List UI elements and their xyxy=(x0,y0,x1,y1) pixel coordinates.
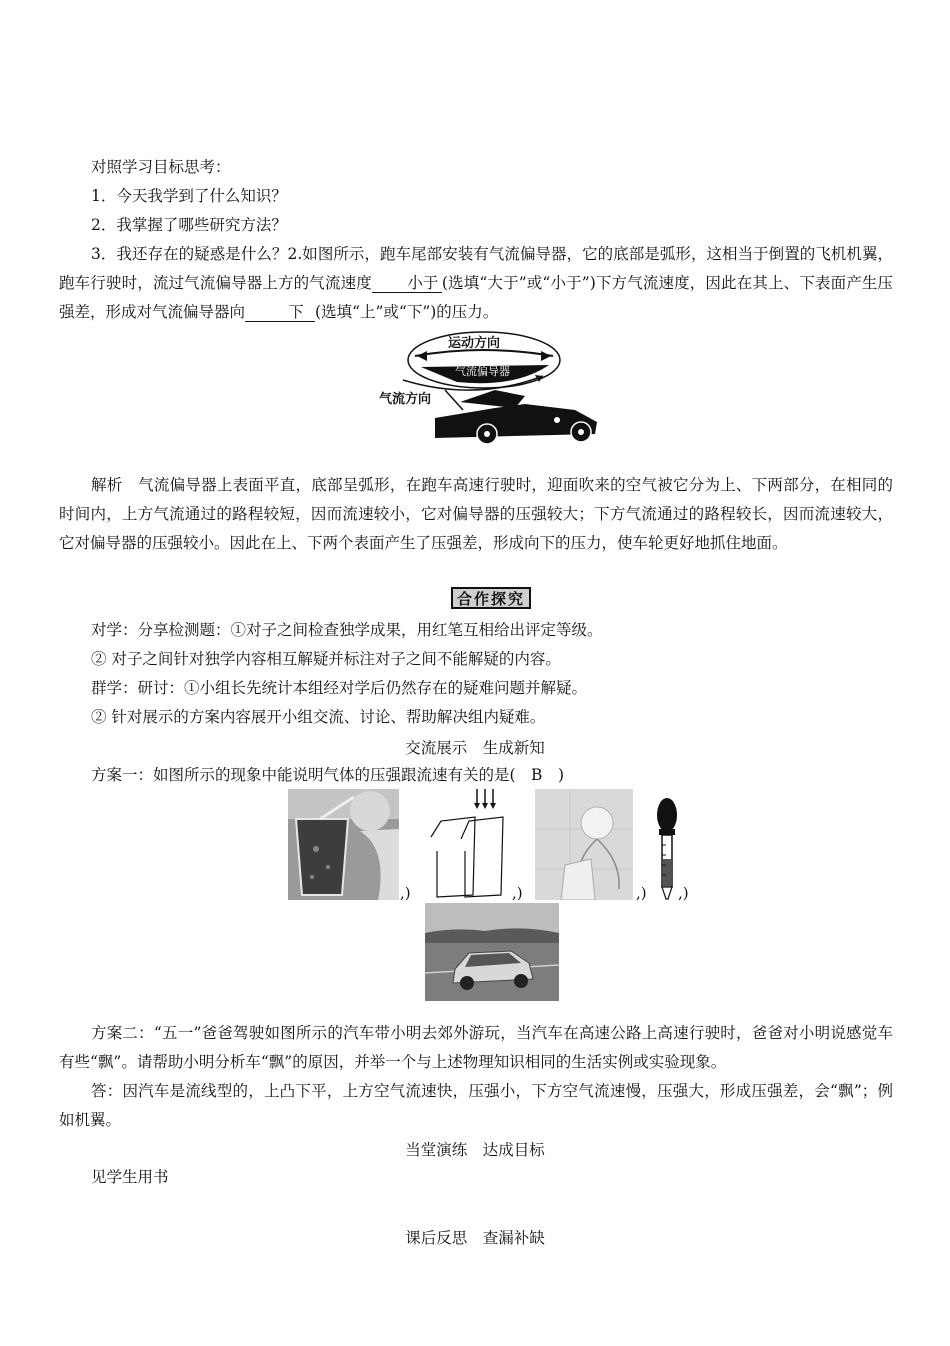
reflect-heading: 对照学习目标思考： xyxy=(91,158,231,176)
option-sep-4: ,) xyxy=(678,884,689,902)
analysis-paragraph: 解析 气流偏导器上表面平直，底部呈弧形，在跑车高速行驶时，迎面吹来的空气被它分为上、下两部分，在相同的时间内，上方气流通过的路程较短，因而流速较小，它对偏导器的压强较大；下方气流通过的路程较长，因而流速较大，它对偏导器的压强较小。因此在上、下两个表面产生了压强差，形成向下的压力，使车轮更好地抓住地面。 xyxy=(59,476,893,552)
dropper-figure xyxy=(655,797,679,901)
plan1-question: 方案一：如图所示的现象中能说明气体的压强跟流速有关的是( B ) xyxy=(91,766,564,784)
practice-title: 当堂演练 达成目标 xyxy=(405,1141,545,1159)
label-motion-direction: 运动方向 xyxy=(448,336,501,351)
answer-blank-2: 下 xyxy=(245,303,315,322)
q3-text-3: (选填“上”或“下”)的压力。 xyxy=(315,303,499,321)
label-airflow-direction: 气流方向 xyxy=(379,392,432,407)
reflect-question-1: 1．今天我学到了什么知识？ xyxy=(91,187,287,205)
sports-car-figure xyxy=(375,330,607,448)
drinking-straw-photo xyxy=(288,789,399,900)
option-sep-3: ,) xyxy=(636,884,647,902)
practice-note: 见学生用书 xyxy=(91,1168,169,1186)
reflect-question-3 xyxy=(59,240,893,327)
q3-text-2: (选填“大于”或“小于”)下方气流速度，因此在其上、下表面产生压强差，形成对气流偏导器向 xyxy=(59,274,893,321)
coop-line-2: ② 对子之间针对独学内容相互解疑并标注对子之间不能解疑的内容。 xyxy=(91,650,561,668)
exchange-title: 交流展示 生成新知 xyxy=(405,739,545,757)
reflect-question-2: 2．我掌握了哪些研究方法？ xyxy=(91,216,287,234)
option-sep-1: ,) xyxy=(400,884,411,902)
reflect-title: 课后反思 查漏补缺 xyxy=(405,1229,545,1247)
answer-blank-1: 小于 xyxy=(372,274,442,293)
coop-line-1: 对学：分享检测题：①对子之间检查独学成果，用红笔互相给出评定等级。 xyxy=(91,621,603,639)
q3-text-1: 3．我还存在的疑惑是什么？2.如图所示，跑车尾部安装有气流偏导器，它的底部是弧形，这相当于倒置的飞机机翼，跑车行驶时，流过气流偏导器上方的气流速度 xyxy=(59,245,893,292)
section-badge: 合作探究 xyxy=(451,587,531,609)
option-sep-2: ,) xyxy=(512,884,523,902)
plan2-answer: 答：因汽车是流线型的，上凸下平，上方空气流速快，压强小，下方空气流速慢，压强大，形成压强差，会“飘”；例如机翼。 xyxy=(59,1082,893,1129)
car-highway-photo xyxy=(425,903,559,1001)
plan2-question: 方案二：“五一”爸爸驾驶如图所示的汽车带小明去郊外游玩，当汽车在高速公路上高速行驶时，爸爸对小明说感觉车有些“飘”。请帮助小明分析车“飘”的原因，并举一个与上述物理知识相同的生活实例或实验现象。 xyxy=(59,1024,893,1071)
label-spoiler: 气流偏导器 xyxy=(455,365,510,378)
coop-line-3: 群学：研讨：①小组长先统计本组经对学后仍然存在的疑难问题并解疑。 xyxy=(91,679,588,697)
suction-hook-photo xyxy=(535,789,633,900)
coop-line-4: ② 针对展示的方案内容展开小组交流、讨论、帮助解决组内疑难。 xyxy=(91,708,546,726)
blowing-paper-figure xyxy=(425,789,513,900)
